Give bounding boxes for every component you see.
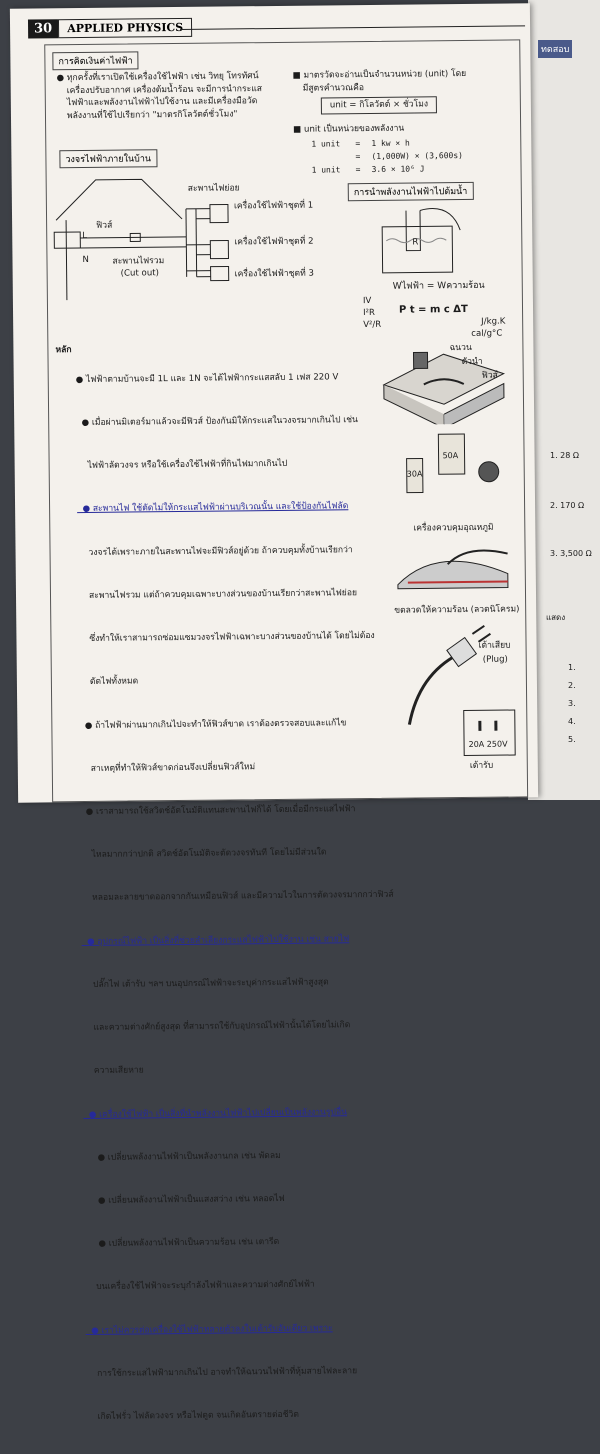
water-container <box>382 226 452 273</box>
page-number: 30 <box>28 19 58 38</box>
cartridge-fuses-illustration <box>398 428 509 499</box>
next-page-strip: ทดสอบ <box>538 40 572 58</box>
kettle-heater-diagram <box>372 200 483 281</box>
text-line: ไฟฟ้าลัดวงจร หรือใช้เครื่องใช้ไฟฟ้าที่กินไฟมากเกินไป <box>77 456 377 474</box>
next-page-edge <box>528 0 600 800</box>
heat-equation: P t = m c ΔT <box>399 304 468 317</box>
principles-list <box>75 341 387 1453</box>
text-line: สะพานไฟรวม แต่ถ้าควบคุมเฉพาะบางส่วนของบ้านเรียกว่าสะพานไฟย่อย <box>78 586 378 604</box>
unit-row: 1 unit = 3.6 × 10⁶ J <box>311 162 463 177</box>
load-3-label: เครื่องใช้ไฟฟ้าชุดที่ 3 <box>235 268 314 281</box>
text-line: ● สะพานไฟ ใช้ตัดไม่ให้กระแสไฟฟ้าผ่านบริเวณนั้น และใช้ป้องกันไฟลัด <box>77 499 377 517</box>
book-page <box>10 3 538 802</box>
unit-formula <box>321 96 437 114</box>
energy-equation: Wไฟฟ้า = Wความร้อน <box>393 280 485 293</box>
branch-switch-1 <box>210 204 228 222</box>
socket-rating: 20A 250V <box>469 739 508 752</box>
branch-switch-2 <box>210 240 228 258</box>
text-line: การใช้กระแสไฟฟ้ามากเกินไป อาจทำให้ฉนวนไฟฟ้าที่หุ้มสายไฟละลาย <box>86 1364 386 1382</box>
next-page-text: 3. 3,500 Ω <box>550 548 592 561</box>
formula-box: unit = กิโลวัตต์ × ชั่วโมง <box>321 96 437 114</box>
header-rule <box>180 25 525 30</box>
socket-label: เต้ารับ <box>470 760 494 773</box>
fuse-part-label: ฟิวส์ <box>482 370 498 383</box>
next-page-text: 1. 28 Ω <box>550 450 579 463</box>
specific-heat-unit-alt: cal/g°C <box>471 328 502 341</box>
text-line: ● เปลี่ยนพลังงานไฟฟ้าเป็นพลังงานกล เช่น พัดลม <box>84 1148 384 1166</box>
conductor-label: ตัวนำ <box>462 356 483 369</box>
main-switch-label-en: (Cut out) <box>121 267 159 280</box>
text-line: ● ทุกครั้งที่เราเปิดใช้เครื่องใช้ไฟฟ้า เช่น วิทยุ โทรทัศน์ <box>57 70 287 85</box>
text-line: พลังงานที่ใช้ไปเรียกว่า "มาตรกิโลวัตต์ชั่วโมง" <box>57 107 287 122</box>
power-form: V²/R <box>363 319 381 331</box>
plug-label-en: (Plug) <box>483 654 508 667</box>
main-switch-label: สะพานไฟรวม <box>112 255 164 268</box>
section-heading-circuit: วงจรไฟฟ้าภายในบ้าน <box>59 149 157 168</box>
text-line: วงจรได้เพราะภายในสะพานไฟจะมีฟิวส์อยู่ด้วย ถ้าควบคุมทั้งบ้านเรียกว่า <box>77 543 377 561</box>
next-page-text: 2. 170 Ω <box>550 500 584 513</box>
power-form: IV <box>363 295 381 307</box>
branch-switch-3 <box>211 266 229 280</box>
next-page-text: 3. <box>568 698 576 711</box>
load-1-label: เครื่องใช้ไฟฟ้าชุดที่ 1 <box>234 200 313 213</box>
text-line: ● ถ้าไฟฟ้าผ่านมากเกินไปจะทำให้ฟิวส์ขาด เราต้องตรวจสอบและแก้ไข <box>79 715 379 733</box>
text-line: ● เราไม่ควรต่อเครื่องใช้ไฟฟ้าหลายตัวลงในเต้ารับอันเดียว เพราะ <box>86 1321 386 1339</box>
text-line: หลอมละลายขาดออกจากกันเหมือนฟิวส์ และมีความไวในการตัดวงจรมากกว่าฟิวส์ <box>81 888 381 906</box>
text-line: เครื่องปรับอากาศ เครื่องต้มน้ำร้อน จะมีการนำกระแส <box>57 82 287 97</box>
fuse-50a-label: 50A <box>443 450 459 463</box>
next-page-text: แสดง <box>546 612 565 625</box>
text-line: สาเหตุที่ทำให้ฟิวส์ขาดก่อนจึงเปลี่ยนฟิวส์ใหม่ <box>80 759 380 777</box>
house-roof-outline <box>56 179 182 220</box>
section-heading-heat: การนำพลังงานไฟฟ้าไปต้มน้ำ <box>348 182 474 201</box>
next-page-text: 2. <box>568 680 576 693</box>
text-line: ไหลมากกว่าปกติ สวิตช์อัตโนมัติจะตัดวงจรทันที โดยไม่มีส่วนใด <box>81 845 381 863</box>
unit-row: 1 unit = 1 kw × h <box>311 136 463 151</box>
iron-illustration <box>387 533 528 604</box>
text-line: ไฟฟ้าและพลังงานไฟฟ้าไปใช้งาน และมีเครื่องมือวัด <box>57 95 287 110</box>
cost-paragraph <box>57 70 288 122</box>
thermostat-label: เครื่องควบคุมอุณหภูมิ <box>413 522 493 535</box>
text-line: ● อุปกรณ์ไฟฟ้า เป็นสิ่งที่ช่วยลำเลียงกระแสไฟฟ้าไปใช้งาน เช่น สายไฟ <box>82 932 382 950</box>
resistor-label: R <box>412 236 418 249</box>
text-line: ● เมื่อผ่านมิเตอร์มาแล้วจะมีฟิวส์ ป้องกันมิให้กระแสในวงจรมากเกินไป เช่น <box>76 413 376 431</box>
text-line: ปลั๊กไฟ เต้ารับ ฯลฯ บนอุปกรณ์ไฟฟ้าจะระบุค่ากระแสไฟฟ้าสูงสุด <box>82 975 382 993</box>
plug-label: เต้าเสียบ <box>478 640 510 653</box>
unit-heading: ■ unit เป็นหน่วยของพลังงาน <box>293 123 404 137</box>
text-line: ● เราสามารถใช้สวิตช์อัตโนมัติแทนสะพานไฟก็ได้ โดยเมื่อมีกระแสไฟฟ้า <box>80 802 380 820</box>
text-line: ● ไฟฟ้าตามบ้านจะมี 1L และ 1N จะได้ไฟฟ้ากระแสสลับ 1 เฟส 220 V <box>76 370 376 388</box>
text-line: และความต่างศักย์สูงสุด ที่สามารถใช้กับอุปกรณ์ไฟฟ้านั้นได้โดยไม่เกิด <box>82 1018 382 1036</box>
fuse-30a-label: 30A <box>407 468 423 481</box>
page-title: APPLIED PHYSICS <box>58 17 192 37</box>
live-label: L <box>82 230 87 243</box>
text-line: ● เครื่องใช้ไฟฟ้า เป็นสิ่งที่นำพลังงานไฟฟ้าไปเปลี่ยนเป็นพลังงานรูปอื่น <box>83 1104 383 1122</box>
text-line: ซึ่งทำให้เราสามารถซ่อมแซมวงจรไฟฟ้าเฉพาะบางส่วนของบ้านได้ โดยไม่ต้อง <box>78 629 378 647</box>
fuse-label: ฟิวส์ <box>96 220 112 233</box>
section-heading-cost: การคิดเงินค่าไฟฟ้า <box>52 51 138 70</box>
text-line: ● เปลี่ยนพลังงานไฟฟ้าเป็นความร้อน เช่น เตารีด <box>85 1234 385 1252</box>
text-line: บนเครื่องใช้ไฟฟ้าจะระบุกำลังไฟฟ้าและความต่างศักย์ไฟฟ้า <box>85 1277 385 1295</box>
principles-lead: หลัก <box>55 344 71 357</box>
meter-box <box>54 232 80 248</box>
text-line: ความเสียหาย <box>83 1061 383 1079</box>
neutral-label: N <box>82 254 89 267</box>
load-2-label: เครื่องใช้ไฟฟ้าชุดที่ 2 <box>234 236 313 249</box>
text-line: มีสูตรคำนวณคือ <box>293 80 518 95</box>
power-form: I²R <box>363 307 381 319</box>
meter-paragraph <box>293 67 518 94</box>
page-header <box>28 17 192 39</box>
next-page-text: 5. <box>568 734 576 747</box>
text-line: ตัดไฟทั้งหมด <box>79 672 379 690</box>
next-page-text: 1. <box>568 662 576 675</box>
unit-row: = (1,000W) × (3,600s) <box>311 149 463 164</box>
text-line: ● เปลี่ยนพลังงานไฟฟ้าเป็นแสงสว่าง เช่น หลอดไฟ <box>84 1191 384 1209</box>
insulator-label: ฉนวน <box>449 342 472 355</box>
socket-illustration <box>463 709 515 756</box>
specific-heat-unit: J/kg.K <box>481 316 505 329</box>
heating-coil-label: ขดลวดให้ความร้อน (ลวดนิโครม) <box>394 603 519 617</box>
text-line: ■ มาตรวัดจะอ่านเป็นจำนวนหน่วย (unit) โดย <box>293 67 518 82</box>
next-page-text: 4. <box>568 716 576 729</box>
text-line: เกิดไฟรั่ว ไฟลัดวงจร หรือไฟดูด จนเกิดอันตรายต่อชีวิต <box>87 1407 387 1425</box>
branch-switch-label: สะพานไฟย่อย <box>188 182 240 195</box>
power-forms <box>363 295 381 331</box>
